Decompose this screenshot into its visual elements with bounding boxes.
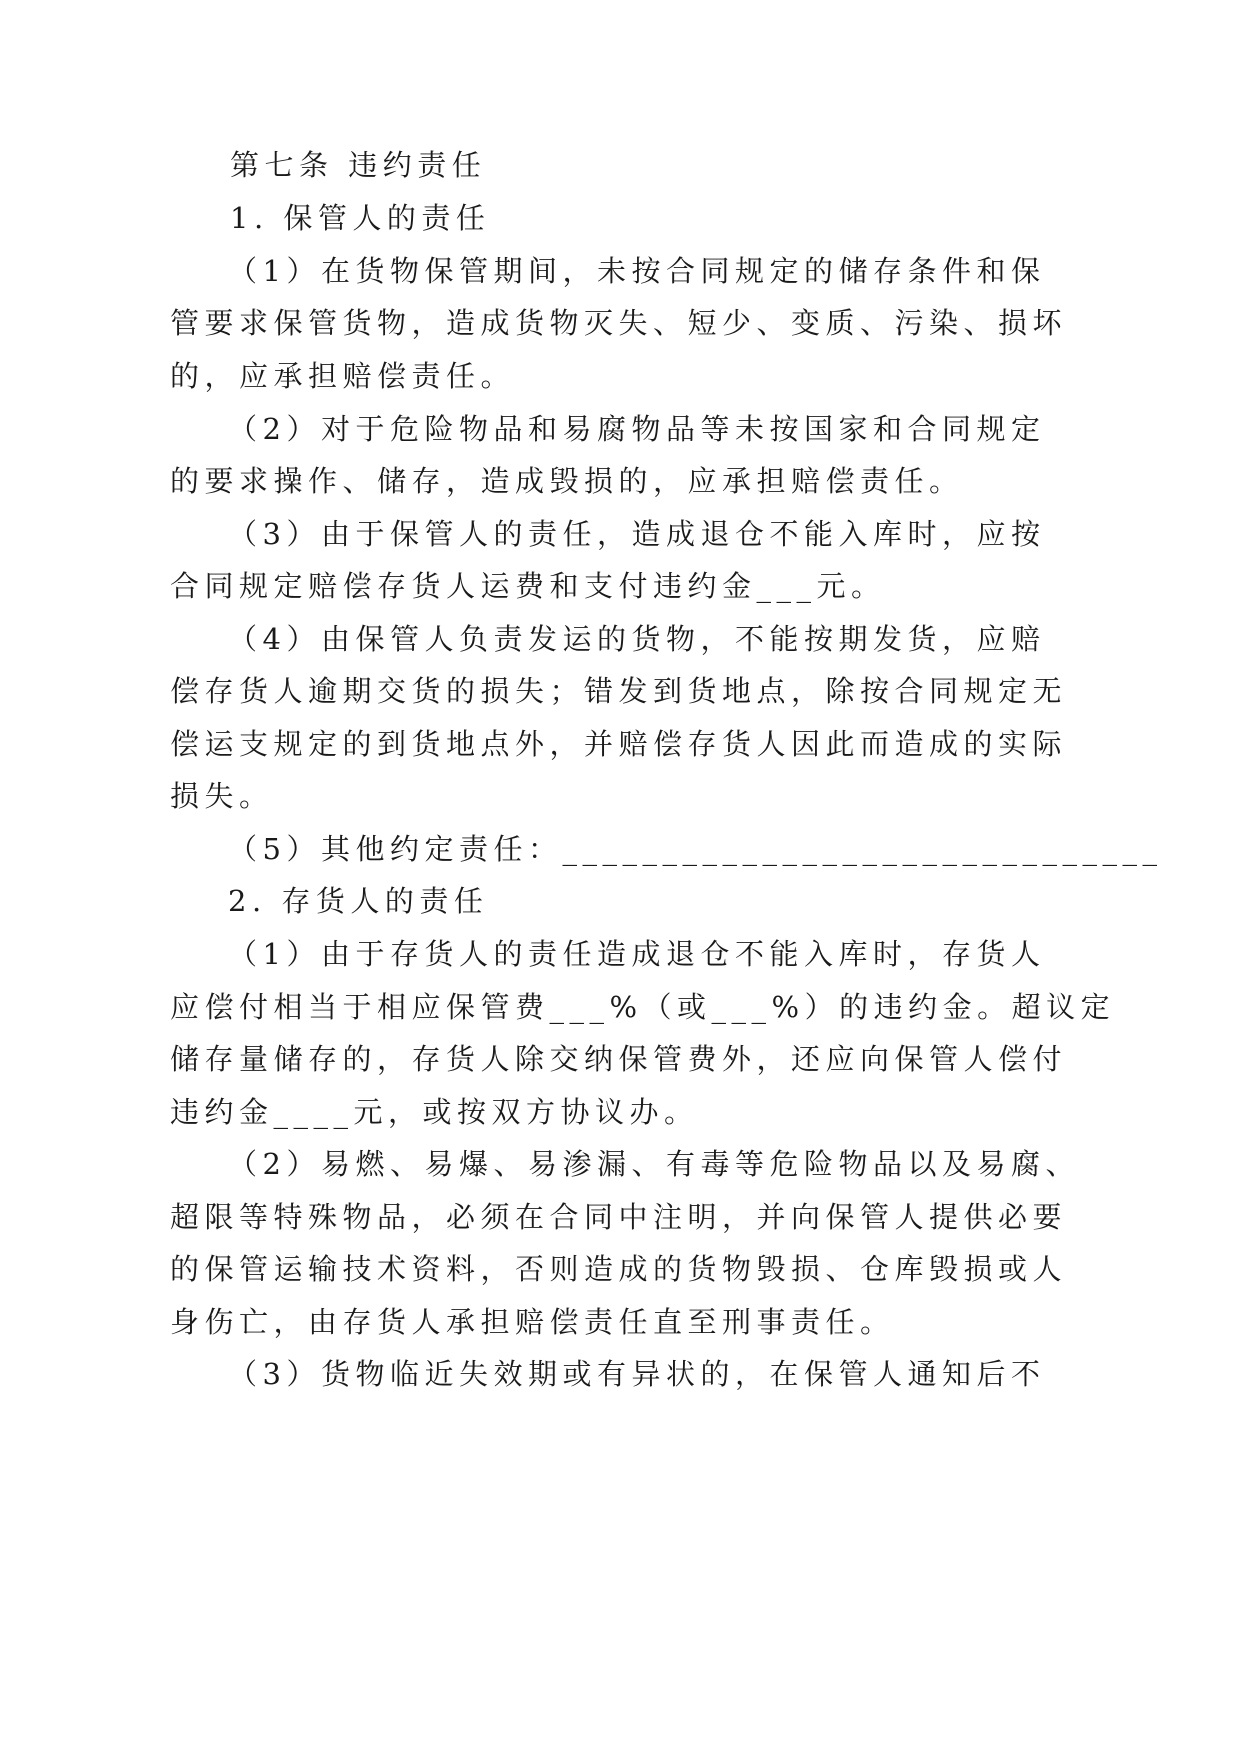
text-line: 违约金____元，或按双方协议办。 — [170, 1095, 699, 1129]
text-line: （5）其他约定责任：______________________________ — [228, 832, 1163, 866]
text-line: 偿运支规定的到货地点外，并赔偿存货人因此而造成的实际 — [170, 727, 1068, 761]
text-line: （1）由于存货人的责任造成退仓不能入库时，存货人 — [228, 937, 1046, 971]
text-line: 损失。 — [170, 779, 274, 813]
section-heading-custodian: 1. 保管人的责任 — [230, 201, 491, 235]
text-line: （4）由保管人负责发运的货物，不能按期发货，应赔 — [228, 622, 1046, 656]
text-line: 合同规定赔偿存货人运费和支付违约金___元。 — [170, 569, 886, 603]
text-line: （2）对于危险物品和易腐物品等未按国家和合同规定 — [228, 412, 1046, 446]
article-heading: 第七条 违约责任 — [230, 148, 487, 182]
text-line: 应偿付相当于相应保管费___%（或___%）的违约金。超议定 — [170, 990, 1116, 1024]
text-line: 储存量储存的，存货人除交纳保管费外，还应向保管人偿付 — [170, 1042, 1068, 1076]
text-line: （2）易燃、易爆、易渗漏、有毒等危险物品以及易腐、 — [228, 1147, 1080, 1181]
text-line: （3）货物临近失效期或有异状的，在保管人通知后不 — [228, 1357, 1046, 1391]
text-line: 身伤亡，由存货人承担赔偿责任直至刑事责任。 — [170, 1305, 895, 1339]
text-line: （3）由于保管人的责任，造成退仓不能入库时，应按 — [228, 517, 1046, 551]
text-line: 偿存货人逾期交货的损失；错发到货地点，除按合同规定无 — [170, 674, 1068, 708]
section-heading-depositor: 2. 存货人的责任 — [228, 884, 489, 918]
text-line: 超限等特殊物品，必须在合同中注明，并向保管人提供必要 — [170, 1200, 1068, 1234]
text-line: （1）在货物保管期间，未按合同规定的储存条件和保 — [228, 254, 1046, 288]
text-line: 管要求保管货物，造成货物灭失、短少、变质、污染、损坏 — [170, 306, 1068, 340]
text-line: 的，应承担赔偿责任。 — [170, 359, 516, 393]
text-line: 的保管运输技术资料，否则造成的货物毁损、仓库毁损或人 — [170, 1252, 1068, 1286]
text-line: 的要求操作、储存，造成毁损的，应承担赔偿责任。 — [170, 464, 964, 498]
